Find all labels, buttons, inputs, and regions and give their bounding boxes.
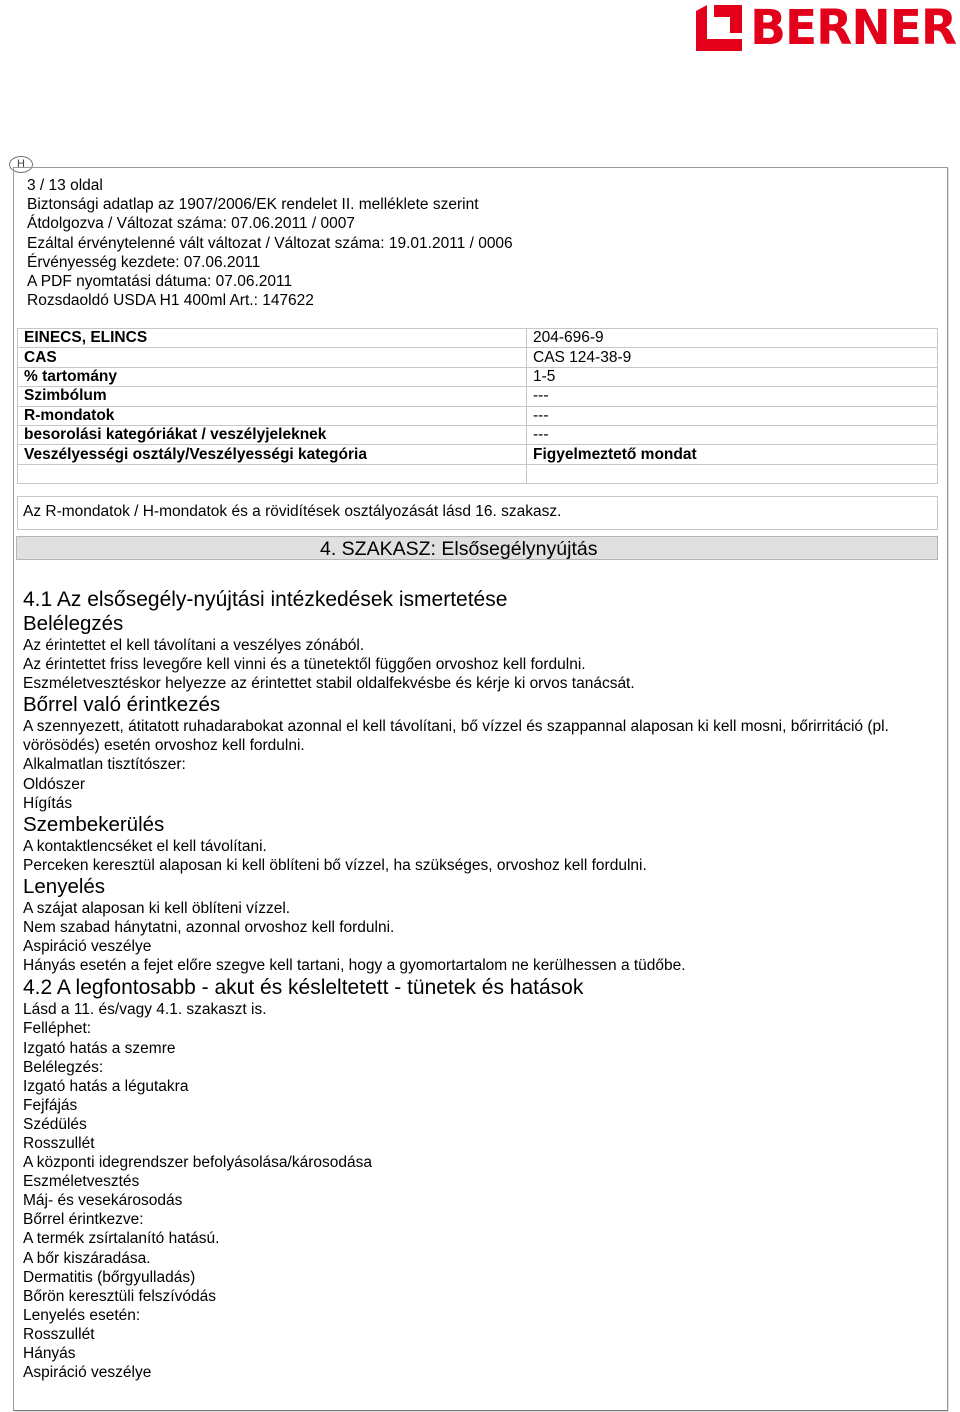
row-label: % tartomány [18,367,527,386]
language-badge: H [9,156,33,173]
inhalation-line: Az érintettet el kell távolítani a veszélyes zónából. [23,637,365,654]
symptom-line: A központi idegrendszer befolyásolása/károsodása [23,1154,372,1172]
row-value: --- [527,425,938,444]
table-row [18,425,938,444]
print-date-line: A PDF nyomtatási dátuma: 07.06.2011 [27,273,293,291]
row-value-empty [527,464,938,483]
skin-contact-line: Alkalmatlan tisztítószer: [23,756,186,774]
ingestion-heading: Lenyelés [23,874,106,898]
row-value: --- [527,387,938,406]
table-row [18,406,938,425]
inhalation-heading: Belélegzés [23,612,124,635]
inhalation-line: Az érintettet friss levegőre kell vinni és a tünetektől függően orvoshoz kell fordulni. [23,656,586,674]
regulation-line: Biztonsági adatlap az 1907/2006/EK rendelet II. melléklete szerint [27,196,479,214]
symptom-line: Izgató hatás a szemre [23,1039,176,1057]
skin-contact-line: Hígítás [23,794,73,812]
skin-contact-heading: Bőrrel való érintkezés [23,693,221,717]
symptom-line: Rosszullét [23,1134,95,1152]
ingestion-line: Aspiráció veszélye [23,938,152,956]
symptom-line: Aspiráció veszélye [23,1364,152,1382]
symptom-line: Fejfájás [23,1096,78,1114]
valid-from-line: Érvényesség kezdete: 07.06.2011 [27,253,261,271]
eye-contact-line: Perceken keresztül alaposan ki kell öblíteni bő vízzel, ha szükséges, orvoshoz kell fordulni. [23,856,647,874]
first-aid-content [23,587,933,1382]
subsection-heading-4-2: 4.2 A legfontosabb - akut és késleltetett - tünetek és hatások [23,976,584,1000]
symptom-line: A bőr kiszáradása. [23,1249,151,1267]
symptom-line: Szédülés [23,1115,87,1133]
skin-contact-line: Oldószer [23,775,86,793]
symptom-line: Hányás [23,1345,76,1362]
symptom-line: A termék zsírtalanító hatású. [23,1230,220,1248]
ingestion-line: Hányás esetén a fejet előre szegve kell tartani, hogy a gyomortartalom ne kerülhessen a tüdőbe. [23,957,686,975]
symptom-line: Lásd a 11. és/vagy 4.1. szakaszt is. [23,1001,267,1019]
symptom-line: Felléphet: [23,1020,92,1038]
product-line: Rozsdaoldó USDA H1 400ml Art.: 147622 [27,292,314,310]
symptom-line: Lenyelés esetén: [23,1306,141,1324]
berner-logo [696,0,958,56]
symptom-line: Eszméletvesztés [23,1173,140,1191]
row-value: 1-5 [527,367,938,386]
symptom-line: Dermatitis (bőrgyulladás) [23,1268,196,1286]
table-row [18,329,938,348]
row-label: CAS [18,348,527,367]
inhalation-line: Eszméletvesztéskor helyezze az érintettet stabil oldalfekvésbe és kérje ki orvos tanácsát. [23,675,635,693]
row-label: EINECS, ELINCS [18,329,527,348]
symptom-line: Rosszullét [23,1325,95,1343]
symptom-line: Bőrrel érintkezve: [23,1211,144,1229]
table-row-empty [18,464,938,483]
symptom-line: Bőrön keresztüli felszívódás [23,1287,216,1305]
row-label: Szimbólum [18,387,527,406]
skin-contact-paragraph: A szennyezett, átitatott ruhadarabokat azonnal el kell távolítani, bő vízzel és szappannal alaposan ki kell mosni, bőrirritáció (pl. vörösödés) esetén orvoshoz kell fordulni. [23,718,889,755]
eye-contact-line: A kontaktlencséket el kell távolítani. [23,837,267,855]
berner-logo-mark [696,5,742,51]
row-label: R-mondatok [18,406,527,425]
document-header [27,176,513,310]
row-value: 204-696-9 [527,329,938,348]
ingestion-line: A szájat alaposan ki kell öblíteni vízzel. [23,899,291,917]
ingestion-line: Nem szabad hánytatni, azonnal orvoshoz kell fordulni. [23,919,395,937]
row-value: Figyelmeztető mondat [527,445,938,464]
superseded-line: Ezáltal érvénytelenné vált változat / Változat száma: 19.01.2011 / 0006 [27,234,513,252]
r-phrases-note: Az R-mondatok / H-mondatok és a rövidítések osztályozását lásd 16. szakasz. [23,503,562,520]
symptom-line: Izgató hatás a légutakra [23,1077,189,1095]
section-title: 4. SZAKASZ: Elsősegélynyújtás [320,538,598,560]
row-label: Veszélyességi osztály/Veszélyességi kategória [18,445,527,464]
row-label-empty [18,464,527,483]
table-row [18,387,938,406]
revision-line: Átdolgozva / Változat száma: 07.06.2011 / 0007 [27,215,356,233]
composition-table [17,328,938,484]
table-row [18,367,938,386]
symptom-line: Belélegzés: [23,1058,104,1076]
page-counter: 3 / 13 oldal [27,177,103,194]
subsection-heading-4-1: 4.1 Az elsősegély-nyújtási intézkedések ismertetése [23,588,508,611]
row-value: --- [527,406,938,425]
row-label: besorolási kategóriákat / veszélyjeleknek [18,425,527,444]
row-value: CAS 124-38-9 [527,348,938,367]
table-row [18,445,938,464]
table-row [18,348,938,367]
symptom-line: Máj- és vesekárosodás [23,1192,183,1210]
berner-logo-text: BERNER [749,0,956,56]
eye-contact-heading: Szembekerülés [23,812,165,836]
